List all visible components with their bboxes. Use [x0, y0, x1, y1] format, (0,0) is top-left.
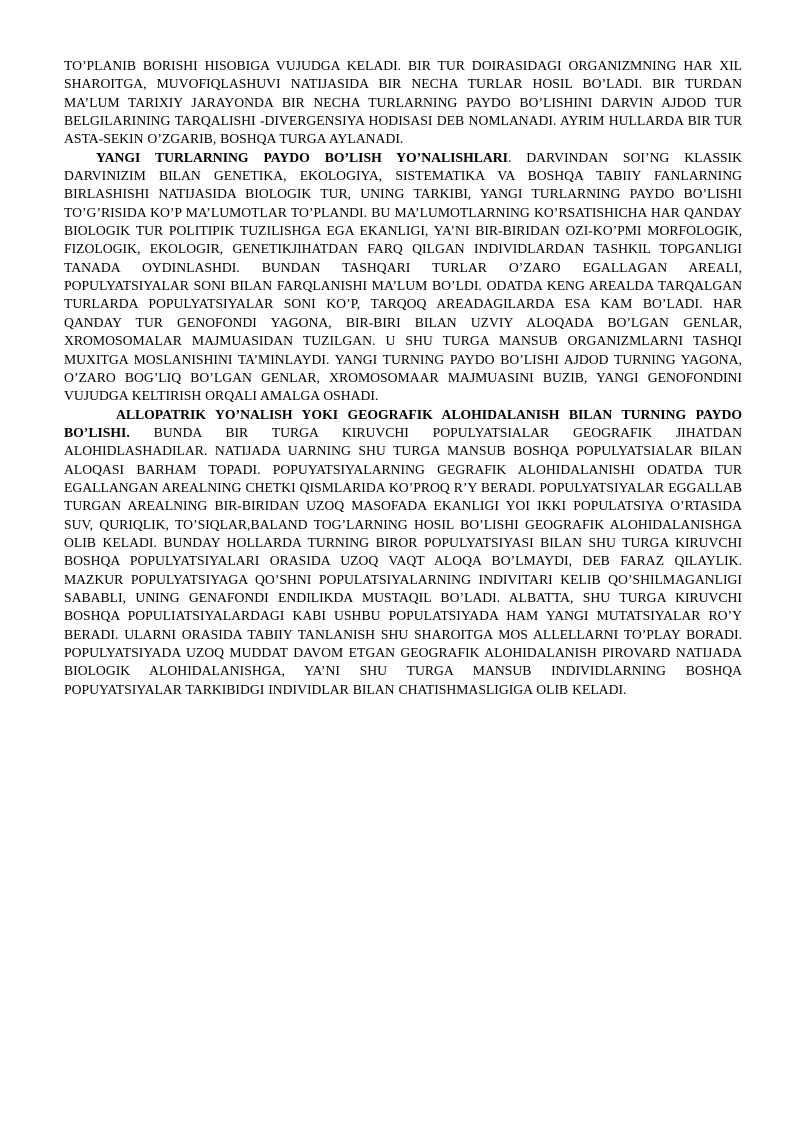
paragraph-speciation-directions	[64, 149, 742, 406]
paragraph-text: TO’PLANIB BORISHI HISOBIGA VUJUDGA KELADI. BIR TUR DOIRASIDAGI ORGANIZMNING HAR XIL SHAROITGA, MUVOFIQLASHUVI NATIJASIDA BIR NECHA TURLAR HOSIL BO’LADI. BIR TURDAN MA’LUM TARIXIY JARAYONDA BIR NECHA TURLARNING PAYDO BO’LISHINI DARVIN AJDOD TUR BELGILARINING TARQALISHI -DIVERGENSIYA HODISASI DEB NOMLANADI. AYRIM HULLARDA BIR TUR ASTA-SEKIN O’ZGARIB, BOSHQA TURGA AYLANADI.	[64, 58, 742, 147]
document-page	[64, 57, 742, 699]
section-heading-speciation: YANGI TURLARNING PAYDO BO’LISH YO’NALISHLARI	[96, 149, 508, 165]
paragraph-text: . DARVINDAN SOI’NG KLASSIK DARVINIZIM BILAN GENETIKA, EKOLOGIYA, SISTEMATIKA VA BOSHQA TABIIY FANLARNING BIRLASHISHI NATIJASIDA BIOLOGIK TUR, UNING TARKIBI, YANGI TURLARNING PAYDO BO’LISHI TO’G’RISIDA KO’P MA’LUMOTLAR TO’PLANDI. BU MA’LUMOTLARNING KO’RSATISHICHA HAR QANDAY BIOLOGIK TUR POLITIPIK TUZILISHGA EGA EKANLIGI, YA’NI BIR-BIRIDAN OZI-KO’PMI MORFOLOGIK, FIZOLOGIK, EKOLOGIR, GENETIKJIHATDAN FARQ QILGAN INDIVIDLARDAN TASHKIL TOPGANLIGI TANADA OYDINLASHDI. BUNDAN TASHQARI TURLAR O’ZARO EGALLAGAN AREALI, POPULYATSIYALAR SONI BILAN FARQLANISHI MA’LUM BO’LDI. ODATDA KENG AREALDA TARQALGAN TURLARDA POPULYATSIYALAR SONI KO’P, TARQOQ AREADAGILARDA ESA KAM BO’LADI. HAR QANDAY TUR GENOFONDI YAGONA, BIR-BIRI BILAN UZVIY ALOQADA BO’LGAN GENLAR, XROMOSOMALAR MAJMUASIDAN TUZILGAN. U SHU TURGA MANSUB ORGANIZMLARNI TASHQI MUXITGA MOSLANISHINI TA’MINLAYDI. YANGI TURNING PAYDO BO’LISHI AJDOD TURNING YAGONA, O’ZARO BOG’LIQ BO’LGAN GENLAR, XROMOSOMAAR MAJMUASINI BUZIB, YANGI GENOFONDINI VUJUDGA KELTIRISH ORQALI AMALGA OSHADI.	[64, 149, 743, 404]
paragraph-text: BUNDA BIR TURGA KIRUVCHI POPULYATSIALAR GEOGRAFIK JIHATDAN ALOHIDLASHADILAR. NATIJADA UARNING SHU TURGA MANSUB BOSHQA POPULYATSIALAR BILAN ALOQASI BARHAM TOPADI. POPUYATSIYALARNING GEGRAFIK ALOHIDALANISHI ODATDA TUR EGALLANGAN AREALNING CHETKI QISMLARIDA KO’PROQ R’Y BERADI. POPULYATSIYALAR EGGALLAB TURGAN AREALNING BIR-BIRIDAN UZOQ MASOFADA EKANLIGI YOI IKKI POPULATSIYA O’RTASIDA SUV, QURIQLIK, TO’SIQLAR,BALAND TOG’LARNING HOSIL BO’LISHI GEOGRAFIK ALOHIDALANISHGA OLIB KELADI. BUNDAY HOLLARDA TURNING BIROR POPULYATSIYASI BILAN SHU TURGA KIRUVCHI BOSHQA POPULYATSIYALARI ORASIDA UZOQ VAQT ALOQA BO’LMAYDI, DEB FARAZ QILAYLIK. MAZKUR POPULYATSIYAGA QO’SHNI POPULATSIYALARNING INDIVITARI KELIB QO’SHILMAGANLIGI SABABLI, UNING GENAFONDI ENDILIKDA MUSTAQIL BO’LADI. ALBATTA, SHU TURGA KIRUVCHI BOSHQA POPULIATSIYALARDAGI KABI USHBU POPULATSIYADA HAM YANGI MUTATSIYALAR RO’Y BERADI. ULARNI ORASIDA TABIIY TANLANISH SHU SHAROITGA MOS ALLELLARNI TO’PLAY BORADI. POPULYATSIYADA UZOQ MUDDAT DAVOM ETGAN GEOGRAFIK ALOHIDALANISH PIROVARD NATIJADA BIOLOGIK ALOHIDALANISHGA, YA’NI SHU TURGA MANSUB INDIVIDLARNING BOSHQA POPUYATSIYALAR TARKIBIDGI INDIVIDLAR BILAN CHATISHMASLIGIGA OLIB KELADI.	[64, 424, 742, 697]
section-heading-allopatric: ALLOPATRIK YO’NALISH YOKI GEOGRAFIK ALOHIDALANISH BILAN TURNING PAYDO BO’LISHI.	[64, 406, 742, 440]
paragraph-divergence	[64, 57, 742, 149]
paragraph-allopatric	[64, 406, 742, 700]
